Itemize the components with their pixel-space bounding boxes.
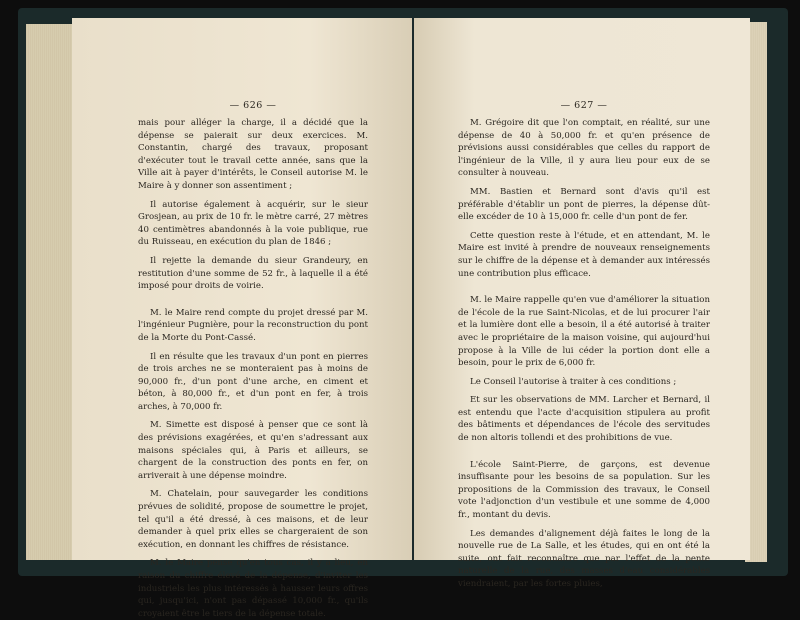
paragraph: L'école Saint-Pierre, de garçons, est devenue insuffisante pour les besoins de sa population. Sur les propositions de la Commission des travaux, le Conseil vote l'adjonction d'un vestibule et une somme de 4,000 fr., montant du devis.: [458, 459, 710, 521]
page-number: — 626 —: [229, 100, 277, 111]
paragraph: mais pour alléger la charge, il a décidé que la dépense se paierait sur deux exercices. M. Constantin, chargé des travaux, proposant d'exécuter tout le travail cette année, sans que la Ville ait à payer d'intérêts, le Conseil autorise M. le Maire à y donner son assentiment ;: [138, 118, 368, 191]
page-number: — 627 —: [560, 100, 608, 111]
paragraph: Le Conseil l'autorise à traiter à ces conditions ;: [470, 376, 677, 387]
paragraph: M. Simette est disposé à penser que ce sont là des prévisions exagérées, et qu'en s'adressant aux maisons spéciales qui, à Paris et ailleurs, se chargent de la construction des ponts en fer, on arriverait à une dépense moindre.: [138, 420, 368, 481]
left-page-text: [138, 117, 368, 620]
paragraph: Il en résulte que les travaux d'un pont en pierres de trois arches ne se monteraient pas à moins de 90,000 fr., d'un pont d'une arche, en ciment et béton, à 80,000 fr., et d'un pont en fer, à trois arches, à 70,000 fr.: [138, 351, 368, 412]
paragraph: M. le Maire pense qu'en tous cas, il y a lieu, en raison du chiffre élevé de la dépense, d'inviter les industriels les plus intéressés à hausser leurs offres qui, jusqu'ici, n'ont pas dépassé 10,000 fr., qu'ils croyaient être le tiers de la dépense totale.: [138, 558, 368, 619]
paragraph: M. Chatelain, pour sauvegarder les conditions prévues de solidité, propose de soumettre le projet, tel qu'il a été dressé, à ces maisons, et de leur demander à quel prix elles se chargeraient de son exécution, en donnant les chiffres de résistance.: [138, 489, 368, 550]
paragraph: M. le Maire rend compte du projet dressé par M. l'ingénieur Pugnière, pour la reconstruction du pont de la Morte du Pont-Cassé.: [138, 307, 368, 343]
paragraph: Il rejette la demande du sieur Grandeury, en restitution d'une somme de 52 fr., à laquelle il a été imposé pour droits de voirie.: [138, 255, 368, 292]
paragraph: Il autorise également à acquérir, sur le sieur Grosjean, au prix de 10 fr. le mètre carré, 27 mètres 40 centimètres abandonnés à la voie publique, rue du Ruisseau, en exécution du plan de 1846 ;: [138, 199, 368, 248]
paragraph: M. Grégoire dit que l'on comptait, en réalité, sur une dépense de 40 à 50,000 fr. et qu'en présence de prévisions aussi considérables que celles du rapport de l'ingénieur de la Ville, il y aura lieu pour eux de se consulter à nouveau.: [458, 118, 710, 179]
paragraph: Et sur les observations de MM. Larcher et Bernard, il est entendu que l'acte d'acquisition stipulera au profit des bâtiments et dépendances de l'école des servitudes de non altoris tollendi et des prohibitions de vue.: [458, 395, 710, 444]
left-page-edges: [26, 24, 78, 560]
right-page: [414, 18, 750, 589]
paragraph: M. le Maire rappelle qu'en vue d'améliorer la situation de l'école de la rue Saint-Nicolas, et de lui procurer l'air et la lumière dont elle a besoin, il a été autorisé à traiter avec le propriétaire de la maison voisine, qui aujourd'hui propose à la Ville de lui céder la portion dont elle a besoin, pour le prix de 6,000 fr.: [458, 295, 710, 369]
paragraph: Les demandes d'alignement déjà faites le long de la nouvelle rue de La Salle, et les études, qui en ont été la suite, ont fait reconnaître que par l'effet de la pente naturelle de la rue, des masses d'eau considérables viendraient, par les fortes pluies,: [458, 528, 710, 589]
right-page-text: [458, 117, 710, 591]
left-page: [72, 18, 412, 619]
paragraph: MM. Bastien et Bernard sont d'avis qu'il est préférable d'établir un pont de pierres, la dépense dût-elle excéder de 10 à 15,000 fr. celle d'un pont de fer.: [458, 186, 710, 223]
paragraph: Cette question reste à l'étude, et en attendant, M. le Maire est invité à prendre de nouveaux renseignements sur le chiffre de la dépense et à demander aux intéressés une contribution plus efficace.: [458, 230, 710, 279]
